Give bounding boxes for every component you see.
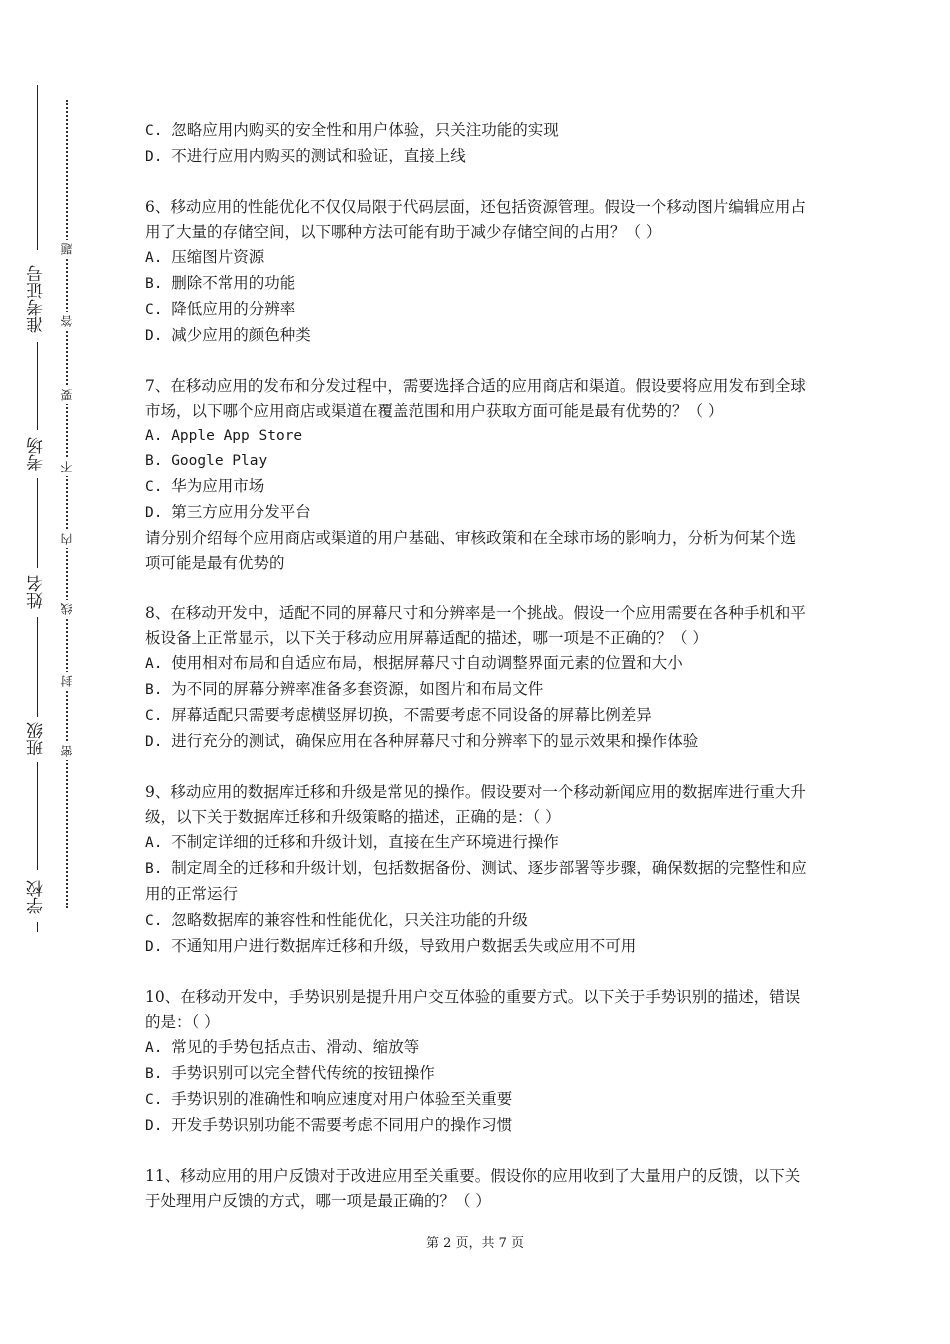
field-class-label: 班级 [27, 722, 47, 756]
question-note: 请分别介绍每个应用商店或渠道的用户基础、审核政策和在全球市场的影响力，分析为何某个选项可能是最有优势的 [145, 529, 797, 572]
seal-char: 内 [58, 530, 76, 548]
question-stem: 9、移动应用的数据库迁移和升级是常见的操作。假设要对一个移动新闻应用的数据库进行重大升级，以下关于数据库迁移和升级策略的描述，正确的是：（ ） [145, 783, 806, 826]
binding-line [37, 342, 38, 430]
option-c: C. 屏幕适配只需要考虑横竖屏切换，不需要考虑不同设备的屏幕比例差异 [145, 706, 652, 724]
question-7 [145, 374, 810, 576]
question-10 [145, 985, 810, 1139]
option-d: D. 进行充分的测试，确保应用在各种屏幕尺寸和分辨率下的显示效果和操作体验 [145, 732, 699, 750]
option-c: C. 手势识别的准确性和响应速度对用户体验至关重要 [145, 1090, 513, 1108]
question-9 [145, 780, 810, 960]
option-b: B. 手势识别可以完全替代传统的按钮操作 [145, 1064, 435, 1082]
page-number: 第 2 页，共 7 页 [425, 1236, 525, 1251]
question-11 [145, 1164, 810, 1214]
seal-char: 答 [58, 312, 76, 330]
option-d: D. 第三方应用分发平台 [145, 503, 311, 521]
option-d: D. 开发手势识别功能不需要考虑不同用户的操作习惯 [145, 1116, 513, 1134]
binding-line [37, 762, 38, 870]
option-d: D. 不通知用户进行数据库迁移和升级，导致用户数据丢失或应用不可用 [145, 937, 637, 955]
option-a: A. 常见的手势包括点击、滑动、缩放等 [145, 1038, 420, 1056]
question-8 [145, 601, 810, 755]
binding-line [37, 85, 38, 250]
field-school-label: 学校 [27, 880, 47, 914]
question-stem: 8、在移动开发中，适配不同的屏幕尺寸和分辨率是一个挑战。假设一个应用需要在各种手机和平板设备上正常显示，以下关于移动应用屏幕适配的描述，哪一项是不正确的？（ ） [145, 604, 806, 647]
option-b: B. 为不同的屏幕分辨率准备多套资源，如图片和布局文件 [145, 680, 544, 698]
option-b: B. 制定周全的迁移和升级计划，包括数据备份、测试、逐步部署等步骤，确保数据的完整性和应用的正常运行 [145, 859, 807, 903]
option-c: C. 忽略数据库的兼容性和性能优化，只关注功能的升级 [145, 911, 528, 929]
option-a: A. 使用相对布局和自适应布局，根据屏幕尺寸自动调整界面元素的位置和大小 [145, 654, 683, 672]
binding-line [37, 478, 38, 568]
option-c: C. 忽略应用内购买的安全性和用户体验，只关注功能的实现 [145, 121, 559, 139]
field-exam-number-label: 准考证号 [27, 265, 47, 333]
question-stem: 10、在移动开发中，手势识别是提升用户交互体验的重要方式。以下关于手势识别的描述，错误的是：（ ） [145, 988, 801, 1031]
option-a: A. Apple App Store [145, 428, 303, 444]
question-6 [145, 195, 810, 349]
seal-char: 不 [58, 458, 76, 476]
question-stem: 7、在移动应用的发布和分发过程中，需要选择合适的应用商店和渠道。假设要将应用发布到全球市场，以下哪个应用商店或渠道在覆盖范围和用户获取方面可能是最有优势的？（ ） [145, 377, 806, 420]
binding-margin [0, 0, 90, 1344]
seal-char: 要 [58, 386, 76, 404]
question-stem: 11、移动应用的用户反馈对于改进应用至关重要。假设你的应用收到了大量用户的反馈，以下关于处理用户反馈的方式，哪一项是最正确的？（ ） [145, 1167, 801, 1210]
option-a: A. 不制定详细的迁移和升级计划，直接在生产环境进行操作 [145, 833, 559, 851]
option-d: D. 不进行应用内购买的测试和验证，直接上线 [145, 147, 466, 165]
option-c: C. 降低应用的分辨率 [145, 300, 296, 318]
option-a: A. 压缩图片资源 [145, 248, 265, 266]
seal-char: 线 [58, 600, 76, 618]
seal-dotted-line [66, 100, 68, 908]
binding-line [37, 617, 38, 717]
seal-char: 题 [58, 240, 76, 258]
option-b: B. Google Play [145, 453, 268, 469]
seal-char: 封 [58, 672, 76, 690]
field-name-label: 姓名 [27, 575, 47, 609]
question-stem: 6、移动应用的性能优化不仅仅局限于代码层面，还包括资源管理。假设一个移动图片编辑应用占用了大量的存储空间，以下哪种方法可能有助于减少存储空间的占用？（ ） [145, 198, 806, 241]
question-list [145, 118, 810, 1239]
option-b: B. 删除不常用的功能 [145, 274, 296, 292]
seal-char: 密 [58, 742, 76, 760]
question-5-continued [145, 118, 810, 170]
option-d: D. 减少应用的颜色种类 [145, 326, 311, 344]
field-exam-room-label: 考场 [27, 437, 47, 471]
binding-line [37, 922, 38, 932]
option-c: C. 华为应用市场 [145, 477, 265, 495]
